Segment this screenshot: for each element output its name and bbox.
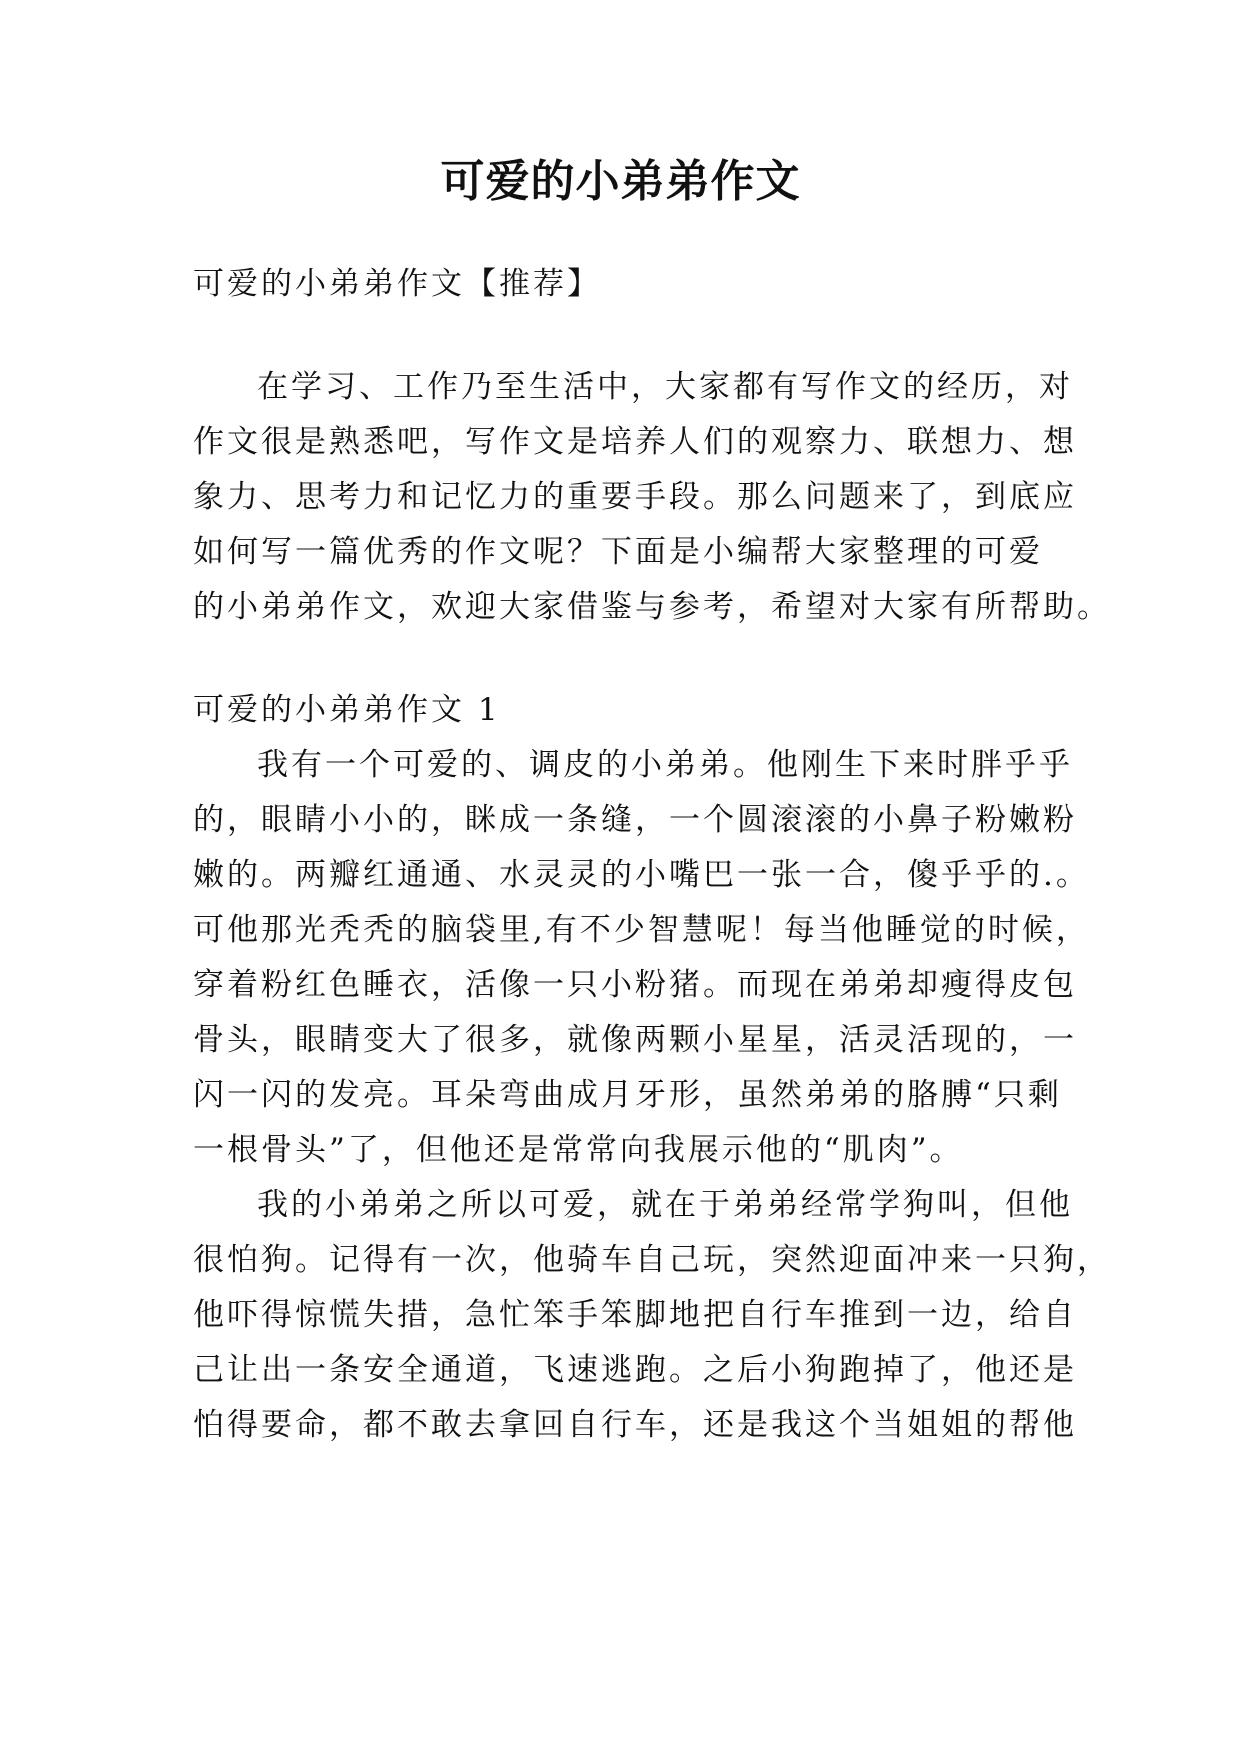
document-subtitle: 可爱的小弟弟作文【推荐】 [193, 266, 601, 302]
paragraph-line: 的，眼睛小小的，眯成一条缝，一个圆滚滚的小鼻子粉嫩粉 [193, 802, 1077, 838]
section-heading: 可爱的小弟弟作文 1 [193, 692, 501, 728]
paragraph-line: 可他那光秃秃的脑袋里,有不少智慧呢！每当他睡觉的时候， [193, 912, 1090, 948]
paragraph-line: 骨头，眼睛变大了很多，就像两颗小星星，活灵活现的，一 [193, 1022, 1077, 1058]
paragraph-line: 我有一个可爱的、调皮的小弟弟。他刚生下来时胖乎乎 [257, 747, 1073, 783]
paragraph-line: 一根骨头”了，但他还是常常向我展示他的“肌肉”。 [193, 1132, 964, 1168]
intro-line: 如何写一篇优秀的作文呢？下面是小编帮大家整理的可爱 [193, 534, 1043, 570]
paragraph-line: 闪一闪的发亮。耳朵弯曲成月牙形，虽然弟弟的胳膊“只剩 [193, 1077, 1062, 1113]
paragraph-line: 嫩的。两瓣红通通、水灵灵的小嘴巴一张一合，傻乎乎的.。 [193, 857, 1090, 893]
document-title: 可爱的小弟弟作文 [440, 156, 801, 207]
paragraph-line: 很怕狗。记得有一次，他骑车自己玩，突然迎面冲来一只狗， [193, 1242, 1111, 1278]
paragraph-line: 己让出一条安全通道，飞速逃跑。之后小狗跑掉了，他还是 [193, 1352, 1077, 1388]
intro-line: 象力、思考力和记忆力的重要手段。那么问题来了，到底应 [193, 479, 1077, 515]
paragraph-line: 怕得要命，都不敢去拿回自行车，还是我这个当姐姐的帮他 [193, 1407, 1077, 1443]
intro-line: 作文很是熟悉吧，写作文是培养人们的观察力、联想力、想 [193, 424, 1077, 460]
paragraph-line: 穿着粉红色睡衣，活像一只小粉猪。而现在弟弟却瘦得皮包 [193, 967, 1077, 1003]
intro-line: 的小弟弟作文，欢迎大家借鉴与参考，希望对大家有所帮助。 [193, 589, 1111, 625]
intro-line: 在学习、工作乃至生活中，大家都有写作文的经历，对 [257, 369, 1073, 405]
paragraph-line: 他吓得惊慌失措，急忙笨手笨脚地把自行车推到一边，给自 [193, 1297, 1077, 1333]
paragraph-line: 我的小弟弟之所以可爱，就在于弟弟经常学狗叫，但他 [257, 1187, 1073, 1223]
